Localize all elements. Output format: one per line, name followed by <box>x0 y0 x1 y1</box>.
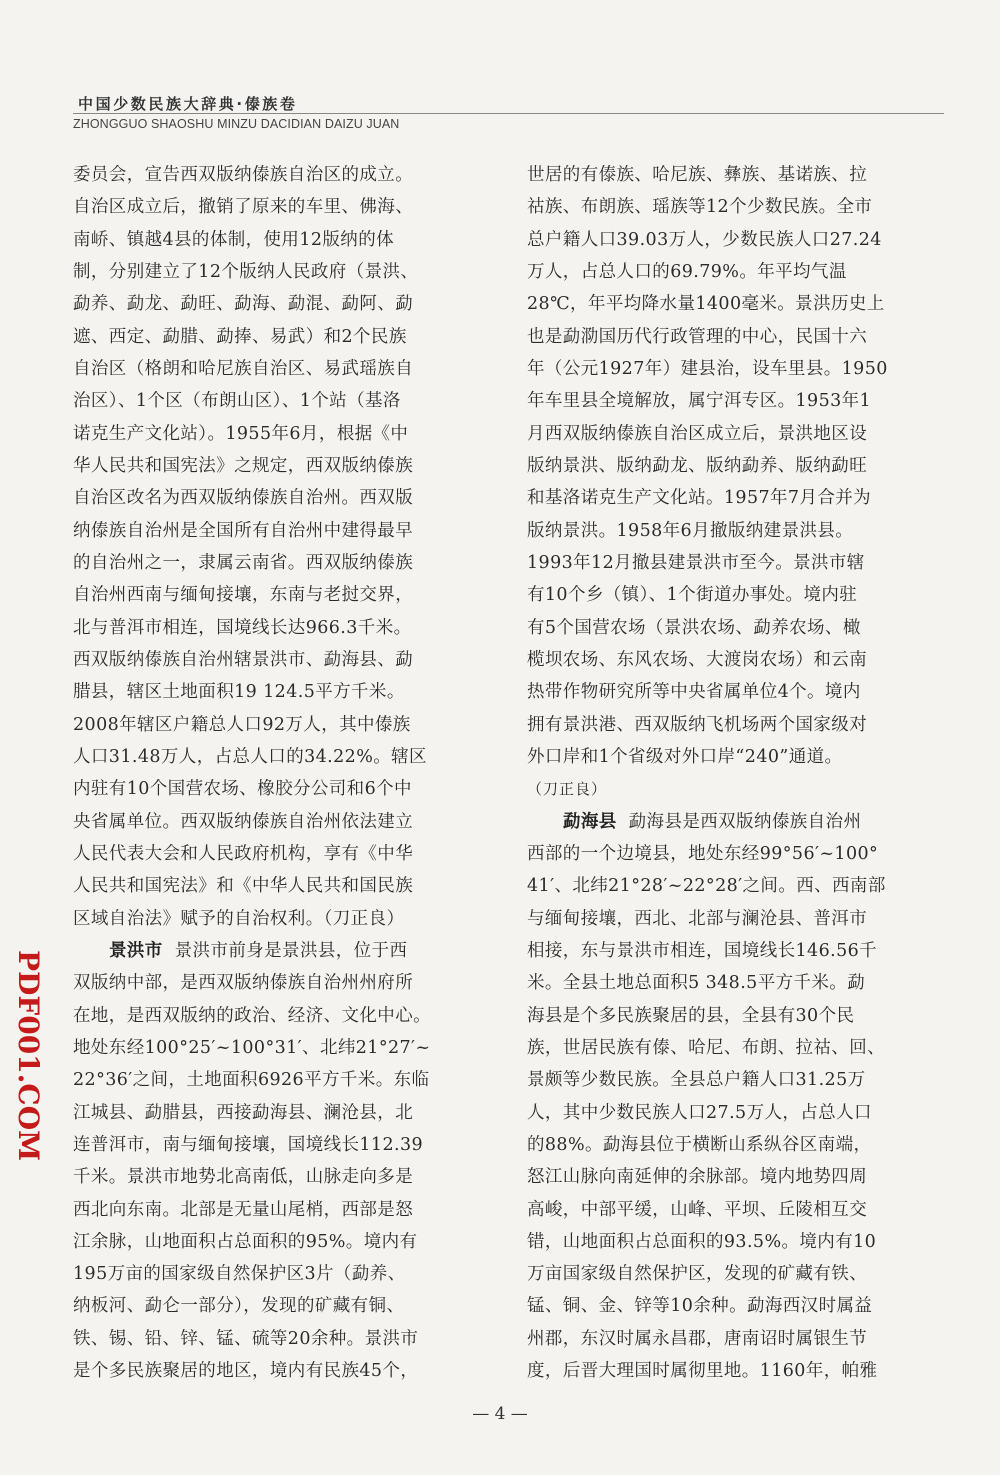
entry-term-menghai: 勐海县 <box>563 811 617 832</box>
text-line: 月西双版纳傣族自治区成立后，景洪地区设 <box>527 423 868 444</box>
text-line: 族，世居民族有傣、哈尼、布朗、拉祜、回、 <box>527 1037 885 1058</box>
text-line: 总户籍人口39.03万人，少数民族人口27.24 <box>527 229 882 250</box>
text-line: 年车里县全境解放，属宁洱专区。1953年1 <box>527 391 872 412</box>
text-line: 江城县、勐腊县，西接勐海县、澜沧县，北 <box>73 1102 414 1123</box>
text-line: 2008年辖区户籍总人口92万人，其中傣族 <box>73 714 411 735</box>
text-line: 在地，是西双版纳的政治、经济、文化中心。 <box>73 1005 431 1026</box>
right-column <box>527 163 947 1391</box>
text-line: 遮、西定、勐腊、勐捧、易武）和2个民族 <box>73 326 407 347</box>
text-line: 内驻有10个国营农场、橡胶分公司和6个中 <box>73 779 412 800</box>
text-line: 人，其中少数民族人口27.5万人，占总人口 <box>527 1102 872 1123</box>
text-line: 区域自治法》赋予的自治权利。（刀正良） <box>73 908 405 929</box>
text-line: 是个多民族聚居的地区，境内有民族45个， <box>73 1361 419 1382</box>
text-line: 制，分别建立了12个版纳人民政府（景洪、 <box>73 261 419 282</box>
text-line: 西双版纳傣族自治州辖景洪市、勐海县、勐 <box>73 649 414 670</box>
text-line: 也是勐泐国历代行政管理的中心，民国十六 <box>527 326 868 347</box>
text-line: 连普洱市，南与缅甸接壤，国境线长112.39 <box>73 1134 424 1155</box>
text-line: 南峤、镇越4县的体制，使用12版纳的体 <box>73 229 395 250</box>
text-line: 的88%。勐海县位于横断山系纵谷区南端， <box>527 1134 872 1155</box>
text-line: 铁、锡、铅、锌、锰、硫等20余种。景洪市 <box>73 1328 419 1349</box>
text-line: 海县是个多民族聚居的县，全县有30个民 <box>527 1005 855 1026</box>
watermark-text: PDF001.COM <box>12 950 45 1162</box>
text-line: 和基洛诺克生产文化站。1957年7月合并为 <box>527 488 872 509</box>
text-line: 自治州西南与缅甸接壤，东南与老挝交界， <box>73 585 414 606</box>
page-number: — 4 — <box>472 1404 528 1424</box>
header-rule <box>73 113 944 114</box>
text-line: 热带作物研究所等中央省属单位4个。境内 <box>527 682 861 703</box>
text-line: 勐养、勐龙、勐旺、勐海、勐混、勐阿、勐 <box>73 294 414 315</box>
text-line: 华人民共和国宪法》之规定，西双版纳傣族 <box>73 455 414 476</box>
text-line: 景颇等少数民族。全县总户籍人口31.25万 <box>527 1070 866 1091</box>
text-line: 米。全县土地总面积5 348.5平方千米。勐 <box>527 973 866 994</box>
text-line: 怒江山脉向南延伸的余脉部。境内地势四周 <box>527 1167 868 1188</box>
text-line: 江余脉，山地面积占总面积的95%。境内有 <box>73 1231 418 1252</box>
text-line: 州郡，东汉时属永昌郡，唐南诏时属银生节 <box>527 1328 868 1349</box>
text-line: 祜族、布朗族、瑶族等12个少数民族。全市 <box>527 197 873 218</box>
text-line: 榄坝农场、东风农场、大渡岗农场）和云南 <box>527 649 868 670</box>
text-line: 万人，占总人口的69.79%。年平均气温 <box>527 261 847 282</box>
text-line: 委员会，宣告西双版纳傣族自治区的成立。 <box>73 165 414 185</box>
text-line: 自治区成立后，撤销了原来的车里、佛海、 <box>73 197 414 218</box>
text-line: 28℃，年平均降水量1400毫米。景洪历史上 <box>527 294 885 315</box>
text-line: 错，山地面积占总面积的93.5%。境内有10 <box>527 1231 877 1252</box>
entry-term-jinghong: 景洪市 <box>109 940 163 961</box>
entry-lead-text: 勐海县是西双版纳傣族自治州 <box>628 811 862 832</box>
text-line: 版纳景洪。1958年6月撤版纳建景洪县。 <box>527 520 854 541</box>
text-line: 人民共和国宪法》和《中华人民共和国民族 <box>73 876 414 897</box>
text-line: 拥有景洪港、西双版纳飞机场两个国家级对 <box>527 714 868 735</box>
text-line: 诺克生产文化站）。1955年6月，根据《中 <box>73 423 409 444</box>
text-line: 腊县，辖区土地面积19 124.5平方千米。 <box>73 682 405 703</box>
entry-lead-text: 景洪市前身是景洪县，位于西 <box>174 940 408 961</box>
entry-first-line <box>527 810 947 842</box>
text-line: 自治区（格朗和哈尼族自治区、易武瑶族自 <box>73 358 414 379</box>
text-line: 41′、北纬21°28′~22°28′之间。西、西南部 <box>527 876 886 897</box>
text-line: 的自治州之一，隶属云南省。西双版纳傣族 <box>73 552 414 573</box>
text-line: 人民代表大会和人民政府机构，享有《中华 <box>73 843 414 864</box>
text-line: 1993年12月撤县建景洪市至今。景洪市辖 <box>527 552 865 573</box>
text-line: 锰、铜、金、锌等10余种。勐海西汉时属益 <box>527 1296 873 1317</box>
text-line: 双版纳中部，是西双版纳傣族自治州州府所 <box>73 973 414 994</box>
text-line: 央省属单位。西双版纳傣族自治州依法建立 <box>73 811 414 832</box>
running-header-title: 中国少数民族大辞典·傣族卷 <box>78 95 298 113</box>
text-line: 纳板河、勐仑一部分），发现的矿藏有铜、 <box>73 1296 405 1317</box>
text-line: 有5个国营农场（景洪农场、勐养农场、橄 <box>527 617 861 638</box>
text-line: 版纳景洪、版纳勐龙、版纳勐养、版纳勐旺 <box>527 455 868 476</box>
text-line: 地处东经100°25′~100°31′、北纬21°27′~ <box>73 1037 431 1058</box>
text-line: 高峻，中部平缓，山峰、平坝、丘陵相互交 <box>527 1199 868 1220</box>
text-line: 西部的一个边境县，地处东经99°56′~100° <box>527 843 879 864</box>
text-line: 相接，东与景洪市相连，国境线长146.56千 <box>527 940 878 961</box>
running-header-subtitle: ZHONGGUO SHAOSHU MINZU DACIDIAN DAIZU JUAN <box>73 117 400 131</box>
text-line: 外口岸和1个省级对外口岸“240”通道。 <box>527 746 843 767</box>
text-line: 195万亩的国家级自然保护区3片（勐养、 <box>73 1264 406 1285</box>
entry-first-line <box>73 939 493 971</box>
text-line: 有10个乡（镇）、1个街道办事处。境内驻 <box>527 585 858 606</box>
text-line: 自治区改名为西双版纳傣族自治州。西双版 <box>73 488 414 509</box>
left-column <box>73 163 493 1391</box>
text-line: 22°36′之间，土地面积6926平方千米。东临 <box>73 1070 430 1091</box>
text-line: 人口31.48万人，占总人口的34.22%。辖区 <box>73 746 427 767</box>
text-line: 世居的有傣族、哈尼族、彝族、基诺族、拉 <box>527 165 868 185</box>
text-line: 度，后晋大理国时属彻里地。1160年，帕雅 <box>527 1361 878 1382</box>
text-line: 年（公元1927年）建县治，设车里县。1950 <box>527 358 888 379</box>
text-line: 纳傣族自治州是全国所有自治州中建得最早 <box>73 520 414 541</box>
text-line: 万亩国家级自然保护区，发现的矿藏有铁、 <box>527 1264 868 1285</box>
text-line: 西北向东南。北部是无量山尾梢，西部是怒 <box>73 1199 414 1220</box>
text-line: 与缅甸接壤，西北、北部与澜沧县、普洱市 <box>527 908 868 929</box>
author-signature: （刀正良） <box>527 780 608 799</box>
text-line: 千米。景洪市地势北高南低，山脉走向多是 <box>73 1167 414 1188</box>
text-line: 北与普洱市相连，国境线长达966.3千米。 <box>73 617 412 638</box>
text-line: 治区）、1个区（布朗山区）、1个站（基洛 <box>73 391 401 412</box>
